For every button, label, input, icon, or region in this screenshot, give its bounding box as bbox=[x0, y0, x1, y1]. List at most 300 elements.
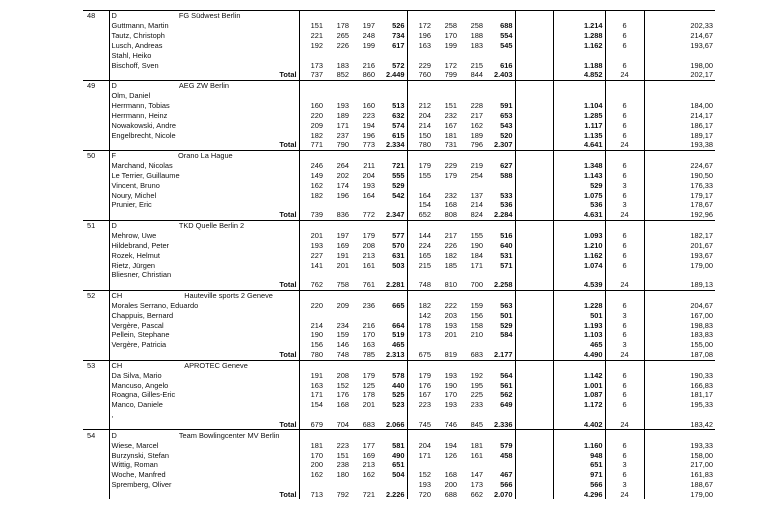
series-b-game bbox=[459, 340, 485, 350]
rank-blank bbox=[83, 250, 109, 260]
series-b-game: 745 bbox=[407, 420, 433, 430]
series-a-game bbox=[299, 480, 325, 490]
games-count: 3 bbox=[605, 480, 644, 490]
series-a-game: 234 bbox=[336, 320, 349, 330]
series-a-sum: 2.334 bbox=[386, 140, 405, 150]
average-score: 181,17 bbox=[644, 390, 715, 400]
average-score: 198,00 bbox=[644, 60, 715, 70]
series-b-game: 810 bbox=[444, 280, 457, 290]
player-row bbox=[83, 171, 715, 181]
player-name: Vergère, Patricia bbox=[109, 340, 299, 350]
blank-cell bbox=[325, 80, 351, 90]
blank-cell bbox=[377, 290, 407, 300]
spacer-cell bbox=[515, 270, 553, 280]
average-score: 183,83 bbox=[644, 330, 715, 340]
rank-blank bbox=[83, 450, 109, 460]
average-score: 188,67 bbox=[644, 480, 715, 490]
player-name: Le Terrier, Guillaume bbox=[109, 171, 299, 181]
games-count: 6 bbox=[605, 21, 644, 31]
player-name: Rietz, Jürgen bbox=[109, 260, 299, 270]
player-row bbox=[83, 130, 715, 140]
blank-cell bbox=[485, 290, 515, 300]
series-b-game: 700 bbox=[470, 280, 483, 290]
series-a-game: 860 bbox=[362, 70, 375, 80]
average-score: 179,00 bbox=[644, 490, 715, 500]
blank-cell bbox=[485, 80, 515, 90]
player-row bbox=[83, 320, 715, 330]
player-name: Woche, Manfred bbox=[109, 470, 299, 480]
player-name: Mancuso, Angelo bbox=[109, 380, 299, 390]
player-row bbox=[83, 270, 715, 280]
total-label: Total bbox=[109, 70, 299, 80]
series-b-game: 152 bbox=[407, 470, 433, 480]
spacer-cell bbox=[515, 231, 553, 241]
series-a-game: 199 bbox=[362, 40, 375, 50]
average-score: 155,00 bbox=[644, 340, 715, 350]
blank-cell bbox=[515, 150, 553, 160]
series-b-game: 147 bbox=[470, 470, 483, 480]
series-b-game bbox=[433, 180, 459, 190]
series-a-game: 201 bbox=[336, 260, 349, 270]
rank-blank bbox=[83, 240, 109, 250]
series-a-sum: 574 bbox=[392, 120, 405, 130]
series-b-game: 210 bbox=[470, 330, 483, 340]
series-b-game bbox=[433, 50, 459, 60]
series-a-sum: 665 bbox=[392, 300, 405, 310]
blank-cell bbox=[433, 11, 459, 21]
spacer-cell bbox=[515, 21, 553, 31]
rank-blank bbox=[83, 190, 109, 200]
series-a-game: 182 bbox=[299, 190, 325, 200]
player-name: Rozek, Helmut bbox=[109, 250, 299, 260]
series-b-game: 188 bbox=[470, 31, 483, 41]
series-a-sum: 555 bbox=[392, 170, 405, 180]
player-name: Mehrow, Uwe bbox=[109, 231, 299, 241]
series-a-game: 191 bbox=[336, 250, 349, 260]
series-b-game: 182 bbox=[444, 250, 457, 260]
average-score: 190,50 bbox=[644, 171, 715, 181]
series-a-game bbox=[351, 270, 377, 280]
team-name: Hauteville sports 2 Geneve bbox=[184, 291, 273, 301]
pinfall-total: 1.160 bbox=[553, 440, 605, 450]
series-b-sum: 458 bbox=[500, 450, 513, 460]
series-b-game bbox=[433, 340, 459, 350]
blank-cell bbox=[644, 220, 715, 230]
series-a-sum: 651 bbox=[392, 460, 405, 470]
rank-blank bbox=[83, 91, 109, 101]
blank-cell bbox=[407, 11, 433, 21]
average-score: 214,17 bbox=[644, 110, 715, 120]
games-count: 6 bbox=[605, 110, 644, 120]
pinfall-total: 651 bbox=[553, 460, 605, 470]
player-row bbox=[83, 161, 715, 171]
player-name: Burzynski, Stefan bbox=[109, 450, 299, 460]
games-count: 24 bbox=[605, 350, 644, 360]
series-b-game bbox=[433, 410, 459, 420]
series-a-game: 149 bbox=[299, 171, 325, 181]
player-row bbox=[83, 310, 715, 320]
series-a-game: 200 bbox=[299, 460, 325, 470]
series-b-game bbox=[459, 180, 485, 190]
blank-cell bbox=[553, 80, 605, 90]
series-a-game: 162 bbox=[299, 470, 325, 480]
blank-cell bbox=[299, 150, 325, 160]
series-a-game: 163 bbox=[362, 340, 375, 350]
rank-blank bbox=[83, 440, 109, 450]
series-b-game: 675 bbox=[407, 350, 433, 360]
spacer-cell bbox=[515, 260, 553, 270]
series-b-game: 226 bbox=[444, 240, 457, 250]
series-a-game: 780 bbox=[299, 350, 325, 360]
series-a-game bbox=[351, 410, 377, 420]
series-a-game: 169 bbox=[336, 240, 349, 250]
series-b-game: 181 bbox=[470, 440, 483, 450]
pinfall-total: 4.296 bbox=[553, 490, 605, 500]
blank-cell bbox=[605, 11, 644, 21]
blank-cell bbox=[605, 150, 644, 160]
average-score: 182,17 bbox=[644, 231, 715, 241]
series-b-sum: 529 bbox=[500, 320, 513, 330]
rank-blank bbox=[83, 420, 109, 430]
series-b-game: 173 bbox=[470, 480, 483, 490]
series-a-sum bbox=[377, 200, 407, 210]
series-b-game: 156 bbox=[470, 310, 483, 320]
games-count: 6 bbox=[605, 60, 644, 70]
series-a-game: 189 bbox=[336, 110, 349, 120]
average-score: 195,33 bbox=[644, 400, 715, 410]
series-a-sum: 734 bbox=[392, 31, 405, 41]
series-a-game: 238 bbox=[336, 460, 349, 470]
games-count bbox=[605, 91, 644, 101]
team-header bbox=[109, 80, 299, 90]
series-a-game: 790 bbox=[336, 140, 349, 150]
player-name: Marchand, Nicolas bbox=[109, 161, 299, 171]
series-a-sum: 490 bbox=[392, 450, 405, 460]
player-name: Pellein, Stephane bbox=[109, 330, 299, 340]
pinfall-total: 4.402 bbox=[553, 420, 605, 430]
series-b-game: 158 bbox=[470, 320, 483, 330]
series-a-game bbox=[351, 480, 377, 490]
rank-blank bbox=[83, 320, 109, 330]
total-label: Total bbox=[109, 210, 299, 220]
rank-blank bbox=[83, 260, 109, 270]
series-a-game: 174 bbox=[336, 180, 349, 190]
team-header bbox=[109, 150, 299, 160]
player-row bbox=[83, 460, 715, 470]
pinfall-total: 1.348 bbox=[553, 161, 605, 171]
blank-cell bbox=[377, 80, 407, 90]
pinfall-total: 1.075 bbox=[553, 190, 605, 200]
blank-cell bbox=[351, 360, 377, 370]
series-b-game: 222 bbox=[444, 300, 457, 310]
games-count: 6 bbox=[605, 120, 644, 130]
rank-blank bbox=[83, 180, 109, 190]
blank-cell bbox=[299, 360, 325, 370]
pinfall-total: 1.104 bbox=[553, 101, 605, 111]
series-a-sum: 465 bbox=[392, 340, 405, 350]
series-a-game: 209 bbox=[336, 300, 349, 310]
series-b-game: 219 bbox=[470, 161, 483, 171]
spacer-cell bbox=[515, 390, 553, 400]
series-b-game: 652 bbox=[407, 210, 433, 220]
team-name: TKD Quelle Berlin 2 bbox=[178, 221, 245, 231]
series-b-game: 193 bbox=[444, 370, 457, 380]
series-a-game: 170 bbox=[299, 450, 325, 460]
rank-blank bbox=[83, 350, 109, 360]
rank-blank bbox=[83, 101, 109, 111]
series-a-game: 159 bbox=[336, 330, 349, 340]
series-b-game: 172 bbox=[407, 21, 433, 31]
blank-cell bbox=[515, 430, 553, 440]
average-score: 158,00 bbox=[644, 450, 715, 460]
series-a-game: 236 bbox=[362, 300, 375, 310]
blank-cell bbox=[407, 430, 433, 440]
player-name: Vincent, Bruno bbox=[109, 180, 299, 190]
series-a-game: 202 bbox=[336, 170, 349, 180]
series-b-sum: 688 bbox=[500, 21, 513, 31]
player-name: Nowakowski, Andre bbox=[109, 120, 299, 130]
blank-cell bbox=[644, 360, 715, 370]
series-a-game: 160 bbox=[299, 101, 325, 111]
blank-cell bbox=[605, 290, 644, 300]
average-score bbox=[644, 270, 715, 280]
team-header bbox=[109, 290, 299, 300]
team-total-row bbox=[83, 420, 715, 430]
team-total-row bbox=[83, 70, 715, 80]
rank-blank bbox=[83, 270, 109, 280]
series-b-game: 194 bbox=[444, 440, 457, 450]
series-b-game: 819 bbox=[444, 350, 457, 360]
series-a-game: 223 bbox=[362, 110, 375, 120]
series-a-game: 177 bbox=[362, 440, 375, 450]
series-b-sum bbox=[485, 410, 515, 420]
team-rank: 53 bbox=[83, 360, 109, 370]
pinfall-total: 1.093 bbox=[553, 231, 605, 241]
pinfall-total bbox=[553, 91, 605, 101]
series-a-sum: 2.281 bbox=[386, 280, 405, 290]
series-a-game: 196 bbox=[336, 190, 349, 200]
series-a-game: 162 bbox=[362, 470, 375, 480]
series-b-sum: 564 bbox=[500, 370, 513, 380]
series-b-game bbox=[407, 180, 433, 190]
series-b-game bbox=[459, 460, 485, 470]
series-a-game: 179 bbox=[362, 230, 375, 240]
series-a-game bbox=[325, 50, 351, 60]
games-count: 6 bbox=[605, 190, 644, 200]
games-count: 6 bbox=[605, 101, 644, 111]
series-b-sum: 2.403 bbox=[494, 70, 513, 80]
rank-blank bbox=[83, 231, 109, 241]
blank-cell bbox=[299, 80, 325, 90]
rank-blank bbox=[83, 41, 109, 51]
average-score: 179,00 bbox=[644, 260, 715, 270]
pinfall-total: 1.162 bbox=[553, 250, 605, 260]
player-row bbox=[83, 470, 715, 480]
series-a-sum bbox=[377, 50, 407, 60]
series-a-sum: 578 bbox=[392, 370, 405, 380]
pinfall-total: 1.103 bbox=[553, 330, 605, 340]
series-b-sum bbox=[485, 270, 515, 280]
series-b-game: 170 bbox=[444, 390, 457, 400]
blank-cell bbox=[433, 290, 459, 300]
series-a-sum: 664 bbox=[392, 320, 405, 330]
rank-blank bbox=[83, 490, 109, 500]
series-b-sum: 640 bbox=[500, 240, 513, 250]
team-total-row bbox=[83, 350, 715, 360]
series-a-sum: 2.226 bbox=[386, 489, 405, 499]
series-a-game: 125 bbox=[362, 380, 375, 390]
player-row bbox=[83, 21, 715, 31]
team-country: D bbox=[111, 430, 117, 440]
series-b-game: 760 bbox=[407, 70, 433, 80]
series-b-game: 204 bbox=[407, 440, 433, 450]
series-a-sum: 504 bbox=[392, 470, 405, 480]
games-count: 6 bbox=[605, 161, 644, 171]
rank-blank bbox=[83, 171, 109, 181]
team-header-row bbox=[83, 80, 715, 90]
player-name: Tautz, Christoph bbox=[109, 31, 299, 41]
blank-cell bbox=[605, 220, 644, 230]
player-name: Olm, Daniel bbox=[109, 91, 299, 101]
rank-blank bbox=[83, 60, 109, 70]
series-b-sum bbox=[485, 50, 515, 60]
average-score: 161,83 bbox=[644, 470, 715, 480]
series-b-sum: 627 bbox=[500, 161, 513, 171]
series-a-game: 156 bbox=[299, 340, 325, 350]
series-a-sum: 526 bbox=[392, 21, 405, 31]
series-b-game bbox=[407, 460, 433, 470]
series-b-game bbox=[459, 410, 485, 420]
series-a-game: 248 bbox=[362, 31, 375, 41]
rank-blank bbox=[83, 21, 109, 31]
pinfall-total: 1.142 bbox=[553, 370, 605, 380]
average-score: 193,38 bbox=[644, 140, 715, 150]
series-b-game: 193 bbox=[407, 480, 433, 490]
series-a-game: 197 bbox=[336, 230, 349, 240]
series-a-sum: 631 bbox=[392, 250, 405, 260]
series-b-sum: 554 bbox=[500, 31, 513, 41]
series-b-game: 176 bbox=[407, 380, 433, 390]
series-a-sum: 2.066 bbox=[386, 420, 405, 430]
series-a-game: 201 bbox=[362, 400, 375, 410]
series-b-game: 229 bbox=[444, 161, 457, 171]
team-header-row bbox=[83, 150, 715, 160]
player-row bbox=[83, 120, 715, 130]
blank-cell bbox=[325, 290, 351, 300]
rank-blank bbox=[83, 280, 109, 290]
games-count: 24 bbox=[605, 420, 644, 430]
blank-cell bbox=[515, 290, 553, 300]
series-b-game: 142 bbox=[407, 310, 433, 320]
games-count: 6 bbox=[605, 31, 644, 41]
blank-cell bbox=[459, 80, 485, 90]
series-a-game: 737 bbox=[299, 70, 325, 80]
series-a-game: 785 bbox=[362, 350, 375, 360]
series-b-game: 215 bbox=[470, 60, 483, 70]
series-b-game: 228 bbox=[470, 101, 483, 111]
results-table bbox=[83, 10, 715, 499]
series-a-game: 758 bbox=[336, 280, 349, 290]
pinfall-total: 1.087 bbox=[553, 390, 605, 400]
spacer-cell bbox=[515, 340, 553, 350]
series-b-game: 195 bbox=[470, 380, 483, 390]
series-a-game: 226 bbox=[336, 40, 349, 50]
blank-cell bbox=[325, 11, 351, 21]
team-header bbox=[109, 430, 299, 440]
player-row bbox=[83, 31, 715, 41]
series-b-sum bbox=[485, 460, 515, 470]
series-a-game bbox=[299, 310, 325, 320]
series-a-game: 237 bbox=[336, 130, 349, 140]
player-row bbox=[83, 240, 715, 250]
spacer-cell bbox=[515, 70, 553, 80]
series-a-game: 221 bbox=[299, 31, 325, 41]
pinfall-total: 1.193 bbox=[553, 320, 605, 330]
blank-cell bbox=[299, 220, 325, 230]
spacer-cell bbox=[515, 240, 553, 250]
spacer-cell bbox=[515, 470, 553, 480]
series-b-game: 181 bbox=[444, 130, 457, 140]
games-count bbox=[605, 270, 644, 280]
player-name: Morales Serrano, Eduardo bbox=[109, 300, 299, 310]
series-b-sum: 520 bbox=[500, 130, 513, 140]
player-row bbox=[83, 370, 715, 380]
rank-blank bbox=[83, 120, 109, 130]
series-b-game: 172 bbox=[444, 60, 457, 70]
series-b-game: 144 bbox=[407, 231, 433, 241]
games-count bbox=[605, 410, 644, 420]
player-name: Bischoff, Sven bbox=[109, 60, 299, 70]
series-a-sum: 615 bbox=[392, 130, 405, 140]
average-score bbox=[644, 91, 715, 101]
series-b-game: 155 bbox=[407, 171, 433, 181]
games-count: 6 bbox=[605, 41, 644, 51]
series-b-sum: 531 bbox=[500, 250, 513, 260]
series-a-sum: 570 bbox=[392, 240, 405, 250]
series-a-game bbox=[299, 50, 325, 60]
team-country: CH bbox=[111, 291, 123, 301]
team-header-row bbox=[83, 360, 715, 370]
series-b-sum bbox=[485, 91, 515, 101]
spacer-cell bbox=[515, 110, 553, 120]
blank-cell bbox=[515, 80, 553, 90]
series-b-sum: 584 bbox=[500, 330, 513, 340]
series-a-game: 192 bbox=[299, 41, 325, 51]
series-a-game: 201 bbox=[299, 231, 325, 241]
series-a-game: 194 bbox=[362, 120, 375, 130]
pinfall-total: 4.490 bbox=[553, 350, 605, 360]
player-row bbox=[83, 410, 715, 420]
average-score: 217,00 bbox=[644, 460, 715, 470]
series-b-game: 720 bbox=[407, 490, 433, 500]
series-a-sum: 2.347 bbox=[386, 210, 405, 220]
player-row bbox=[83, 91, 715, 101]
rank-blank bbox=[83, 400, 109, 410]
spacer-cell bbox=[515, 280, 553, 290]
pinfall-total: 1.143 bbox=[553, 171, 605, 181]
series-b-sum: 533 bbox=[500, 190, 513, 200]
rank-blank bbox=[83, 161, 109, 171]
blank-cell bbox=[515, 11, 553, 21]
average-score: 224,67 bbox=[644, 161, 715, 171]
rank-blank bbox=[83, 330, 109, 340]
total-label: Total bbox=[109, 280, 299, 290]
series-a-game: 792 bbox=[336, 489, 349, 499]
player-name: Wiese, Marcel bbox=[109, 440, 299, 450]
blank-cell bbox=[325, 220, 351, 230]
games-count: 6 bbox=[605, 440, 644, 450]
average-score: 183,42 bbox=[644, 420, 715, 430]
